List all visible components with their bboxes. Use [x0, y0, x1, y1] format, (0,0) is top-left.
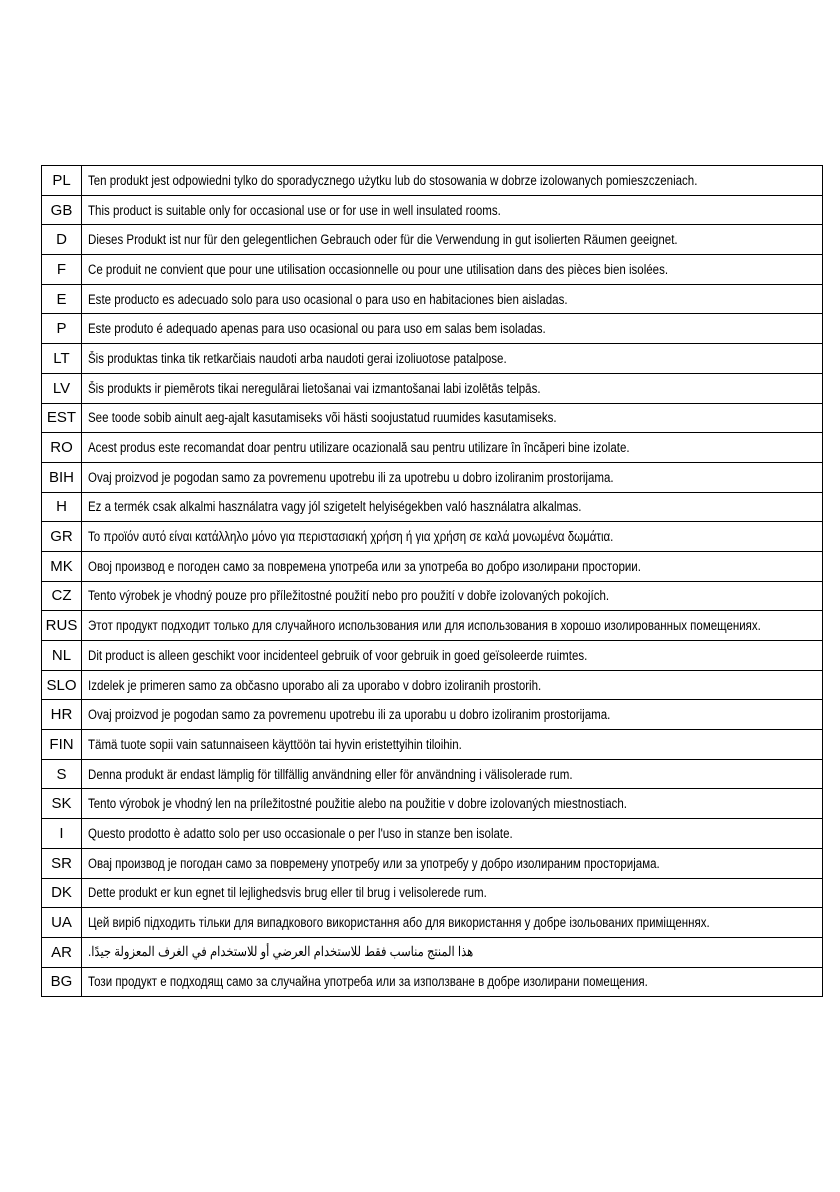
warning-text: This product is suitable only for occasional use or for use in well insulated rooms. — [88, 202, 501, 218]
language-code-cell: LV — [42, 373, 82, 403]
table-row — [42, 908, 823, 938]
language-code-cell: BG — [42, 967, 82, 997]
warning-text: Овој производ е погоден само за повремена употреба или за употреба во добро изолирани простории. — [88, 558, 641, 574]
warning-text: Šis produktas tinka tik retkarčiais naudoti arba naudoti gerai izoliuotose patalpose. — [88, 350, 507, 366]
warning-text-cell — [82, 759, 823, 789]
warning-text: Ovaj proizvod je pogodan samo za povremenu upotrebu ili za upotrebu u dobro izoliranim prostorijama. — [88, 469, 614, 485]
language-code-cell: P — [42, 314, 82, 344]
language-code-cell: AR — [42, 937, 82, 967]
table-row — [42, 967, 823, 997]
warning-text-cell — [82, 611, 823, 641]
warning-text: Dit product is alleen geschikt voor incidenteel gebruik of voor gebruik in goed geïsoleerde ruimtes. — [88, 647, 588, 663]
language-code-cell: CZ — [42, 581, 82, 611]
language-code-cell: I — [42, 819, 82, 849]
language-code-cell: RUS — [42, 611, 82, 641]
warning-text: Ce produit ne convient que pour une utilisation occasionnelle ou pour une utilisation dans des pièces bien isolées. — [88, 261, 669, 277]
language-code-cell: DK — [42, 878, 82, 908]
warning-text: See toode sobib ainult aeg-ajalt kasutamiseks või hästi soojustatud ruumides kasutamiseks. — [88, 410, 557, 426]
warning-text-cell — [82, 937, 823, 967]
warning-text-cell — [82, 462, 823, 492]
warning-text-cell — [82, 670, 823, 700]
table-row — [42, 730, 823, 760]
table-row — [42, 522, 823, 552]
warning-text: Izdelek je primeren samo za občasno uporabo ali za uporabo v dobro izoliranih prostorih. — [88, 677, 542, 693]
warning-text-cell — [82, 195, 823, 225]
table-row — [42, 284, 823, 314]
warning-text: Questo prodotto è adatto solo per uso occasionale o per l'uso in stanze ben isolate. — [88, 825, 513, 841]
warning-text-cell — [82, 789, 823, 819]
language-code-cell: D — [42, 225, 82, 255]
table-row — [42, 759, 823, 789]
warning-text-cell — [82, 373, 823, 403]
language-code-cell: F — [42, 255, 82, 285]
warning-text: Tämä tuote sopii vain satunnaiseen käyttöön tai hyvin eristettyihin tiloihin. — [88, 736, 462, 752]
table-row — [42, 255, 823, 285]
warning-text-cell — [82, 551, 823, 581]
language-code-cell: HR — [42, 700, 82, 730]
table-row — [42, 937, 823, 967]
warning-text-cell — [82, 848, 823, 878]
warning-text-cell — [82, 730, 823, 760]
warning-text: Цей виріб підходить тільки для випадкового використання або для використання у добре ізольованих приміщеннях. — [88, 915, 710, 931]
warning-text-cell — [82, 314, 823, 344]
table-row — [42, 789, 823, 819]
warning-text-cell — [82, 581, 823, 611]
warning-text: Этот продукт подходит только для случайного использования или для использования в хорошо изолированных помещениях. — [88, 618, 761, 634]
warning-text: Овај производ је погодан само за повремену употребу или за употребу у добро изолираним просторијама. — [88, 855, 660, 871]
language-code-cell: UA — [42, 908, 82, 938]
warning-text: Dette produkt er kun egnet til lejlighedsvis brug eller til brug i velisolerede rum. — [88, 885, 487, 901]
language-code-cell: SLO — [42, 670, 82, 700]
language-code-cell: EST — [42, 403, 82, 433]
table-row — [42, 166, 823, 196]
table-row — [42, 819, 823, 849]
warning-text-cell — [82, 522, 823, 552]
warning-text-cell — [82, 819, 823, 849]
table-row — [42, 551, 823, 581]
warning-text-cell — [82, 878, 823, 908]
language-code-cell: SR — [42, 848, 82, 878]
table-row — [42, 670, 823, 700]
table-row — [42, 700, 823, 730]
language-code-cell: GB — [42, 195, 82, 225]
table-row — [42, 433, 823, 463]
language-code-cell: PL — [42, 166, 82, 196]
warning-text-cell — [82, 641, 823, 671]
table-body — [42, 166, 823, 997]
warning-text: Este produto é adequado apenas para uso ocasional ou para uso em salas bem isoladas. — [88, 321, 546, 337]
table-row — [42, 848, 823, 878]
language-warning-table — [41, 165, 823, 997]
warning-text: Ovaj proizvod je pogodan samo za povremenu upotrebu ili za uporabu u dobro izoliranim prostorijama. — [88, 707, 611, 723]
warning-text-cell — [82, 403, 823, 433]
language-code-cell: E — [42, 284, 82, 314]
language-code-cell: GR — [42, 522, 82, 552]
warning-text: Dieses Produkt ist nur für den gelegentlichen Gebrauch oder für die Verwendung in gut isolierten Räumen geeignet. — [88, 232, 678, 248]
warning-text: Ez a termék csak alkalmi használatra vagy jól szigetelt helyiségekben való használatra alkalmas. — [88, 499, 582, 515]
table-row — [42, 462, 823, 492]
table-row — [42, 344, 823, 374]
warning-text: Acest produs este recomandat doar pentru utilizare ocazională sau pentru utilizare în încăperi bine izolate. — [88, 440, 630, 456]
warning-text-cell — [82, 700, 823, 730]
language-code-cell: FIN — [42, 730, 82, 760]
warning-text: Този продукт е подходящ само за случайна употреба или за използване в добре изолирани помещения. — [88, 974, 648, 990]
language-code-cell: BIH — [42, 462, 82, 492]
warning-text: Šis produkts ir piemērots tikai neregulārai lietošanai vai izmantošanai labi izolētās telpās. — [88, 380, 541, 396]
warning-text: Este producto es adecuado solo para uso ocasional o para uso en habitaciones bien aisladas. — [88, 291, 568, 307]
warning-text-cell — [82, 908, 823, 938]
table-row — [42, 195, 823, 225]
table-row — [42, 878, 823, 908]
warning-text: Tento výrobek je vhodný pouze pro příležitostné použití nebo pro použití v dobře izolovaných pokojích. — [88, 588, 610, 604]
table-row — [42, 492, 823, 522]
language-code-cell: S — [42, 759, 82, 789]
warning-text-cell — [82, 967, 823, 997]
table-row — [42, 314, 823, 344]
warning-text: هذا المنتج مناسب فقط للاستخدام العرضي أو للاستخدام في الغرف المعزولة جيدًا. — [88, 944, 474, 960]
warning-text-cell — [82, 433, 823, 463]
warning-text-cell — [82, 166, 823, 196]
warning-text: Ten produkt jest odpowiedni tylko do sporadycznego użytku lub do stosowania w dobrze izolowanych pomieszczeniach. — [88, 172, 698, 188]
warning-text: Το προϊόν αυτό είναι κατάλληλο μόνο για περιστασιακή χρήση ή για χρήση σε καλά μονωμένα δωμάτια. — [88, 529, 614, 545]
warning-text-cell — [82, 225, 823, 255]
warning-text: Tento výrobok je vhodný len na príležitostné použitie alebo na použitie v dobre izolovaných miestnostiach. — [88, 796, 628, 812]
warning-text-cell — [82, 284, 823, 314]
table-row — [42, 581, 823, 611]
language-code-cell: LT — [42, 344, 82, 374]
table-row — [42, 373, 823, 403]
language-code-cell: RO — [42, 433, 82, 463]
warning-text-cell — [82, 344, 823, 374]
language-code-cell: SK — [42, 789, 82, 819]
table-row — [42, 403, 823, 433]
language-code-cell: H — [42, 492, 82, 522]
table-row — [42, 611, 823, 641]
warning-text-cell — [82, 255, 823, 285]
table-row — [42, 641, 823, 671]
language-code-cell: NL — [42, 641, 82, 671]
table-row — [42, 225, 823, 255]
language-code-cell: MK — [42, 551, 82, 581]
warning-text-cell — [82, 492, 823, 522]
warning-text: Denna produkt är endast lämplig för tillfällig användning eller för användning i välisolerade rum. — [88, 766, 573, 782]
